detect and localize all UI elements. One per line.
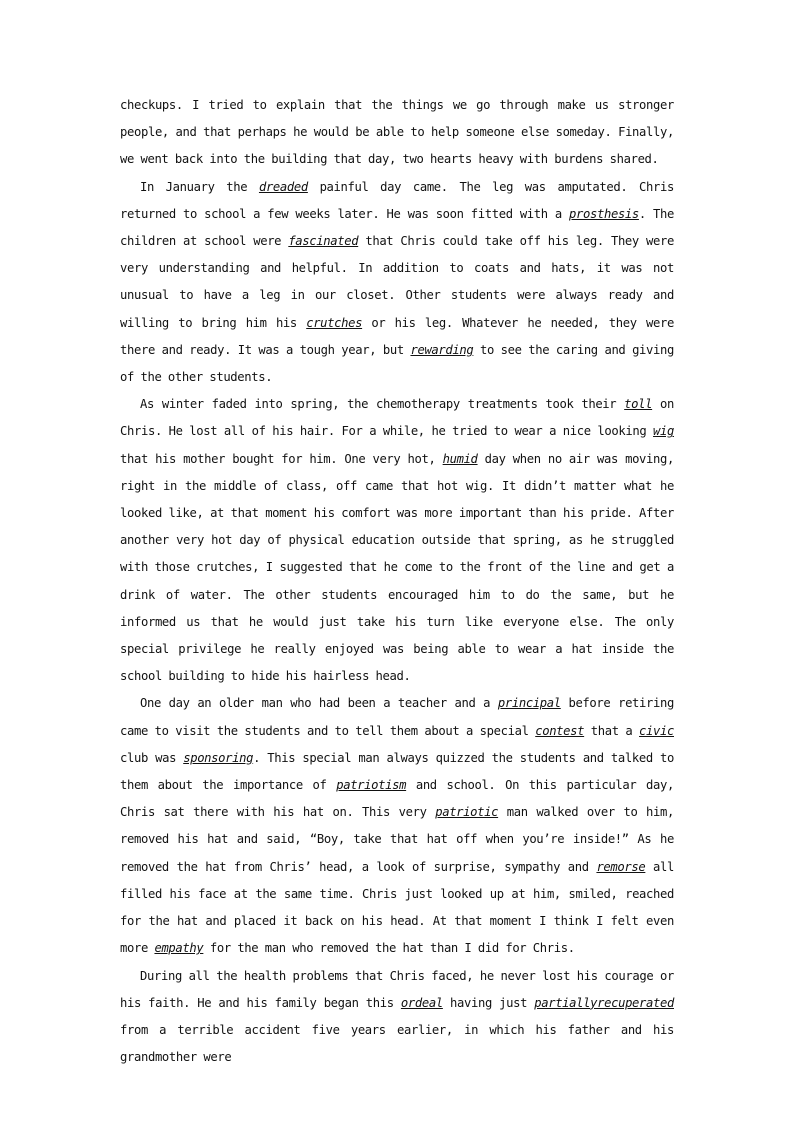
text-run: checkups. I tried to explain that the things we go through make us stronger people, and that perhaps he would be able to help someone else someday. Finally, we went back into the building that day, two hearts heavy with burdens shared. bbox=[120, 98, 674, 167]
text-run: on Chris. He lost all of his hair. For a while, he tried to wear a nice looking bbox=[120, 397, 674, 439]
vocabulary-word: crutches bbox=[306, 315, 363, 330]
vocabulary-word: patriotic bbox=[435, 805, 499, 820]
text-run: In January the bbox=[140, 179, 259, 194]
vocabulary-word: remorse bbox=[596, 859, 646, 874]
vocabulary-word: dreaded bbox=[258, 179, 308, 194]
paragraph bbox=[120, 174, 674, 392]
vocabulary-word: rewarding bbox=[410, 342, 474, 357]
text-run: or his leg. Whatever he needed, they were there and ready. It was a tough year, but bbox=[120, 315, 674, 357]
text-run: club was bbox=[120, 750, 184, 765]
vocabulary-word: ordeal bbox=[400, 995, 443, 1010]
vocabulary-word: partiallyrecuperated bbox=[534, 995, 674, 1010]
vocabulary-word: contest bbox=[535, 723, 585, 738]
paragraph bbox=[120, 690, 674, 962]
text-run: all filled his face at the same time. Chris just looked up at him, smiled, reached for the hat and placed it back on his head. At that moment I think I felt even more bbox=[120, 859, 674, 956]
text-run: painful day came. The leg was amputated. Chris returned to school a few weeks later. He was soon fitted with a bbox=[120, 179, 674, 221]
text-run: having just bbox=[442, 995, 535, 1010]
text-run: that a bbox=[584, 723, 640, 738]
text-run: man walked over to him, removed his hat and said, “Boy, take that hat off when you’re inside!” As he removed the hat from Chris’ head, a look of surprise, sympathy and bbox=[120, 805, 675, 874]
vocabulary-word: principal bbox=[497, 696, 561, 711]
text-run: to see the caring and giving of the other students. bbox=[120, 342, 674, 385]
vocabulary-word: humid bbox=[442, 451, 478, 466]
text-run: As winter faded into spring, the chemotherapy treatments took their bbox=[140, 397, 625, 412]
vocabulary-word: fascinated bbox=[288, 234, 359, 249]
text-run: During all the health problems that Chris faced, he never lost his courage or his faith. He and his family began this bbox=[120, 968, 674, 1010]
paragraph bbox=[120, 92, 674, 174]
vocabulary-word: wig bbox=[653, 424, 674, 439]
paragraph bbox=[120, 963, 674, 1072]
paragraph bbox=[120, 391, 674, 690]
vocabulary-word: empathy bbox=[154, 941, 204, 956]
text-run: One day an older man who had been a teacher and a bbox=[140, 696, 498, 711]
text-run: that Chris could take off his leg. They were very understanding and helpful. In addition to coats and hats, it was not unusual to have a leg in our closet. Other students were always ready and willing to bring him his bbox=[120, 234, 674, 330]
text-run: . This special man always quizzed the students and talked to them about the importance of bbox=[120, 750, 674, 793]
vocabulary-word: patriotism bbox=[336, 778, 407, 793]
vocabulary-word: civic bbox=[639, 723, 674, 738]
text-run: before retiring came to visit the students and to tell them about a special bbox=[120, 696, 674, 738]
text-run: . The children at school were bbox=[120, 206, 674, 249]
vocabulary-word: prosthesis bbox=[569, 206, 639, 221]
vocabulary-word: sponsoring bbox=[183, 750, 254, 765]
text-run: and school. On this particular day, Chris sat there with his hat on. This very bbox=[120, 778, 674, 820]
text-run: for the man who removed the hat than I did for Chris. bbox=[203, 941, 575, 956]
text-run: that his mother bought for him. One very hot, bbox=[120, 451, 443, 466]
text-run: from a terrible accident five years earlier, in which his father and his grandmother were bbox=[120, 1022, 674, 1065]
story-text bbox=[120, 92, 674, 1071]
vocabulary-word: toll bbox=[624, 397, 653, 412]
text-run: day when no air was moving, right in the middle of class, off came that hot wig. It didn’t matter what he looked like, at that moment his comfort was more important than his pride. After another very hot day of physical education outside that spring, as he struggled with those crutches, I suggested that he come to the front of the line and get a drink of water. The other students encouraged him to do the same, but he informed us that he would just take his turn like everyone else. The only special privilege he really enjoyed was being able to wear a hat inside the school building to hide his hairless head. bbox=[120, 451, 674, 684]
